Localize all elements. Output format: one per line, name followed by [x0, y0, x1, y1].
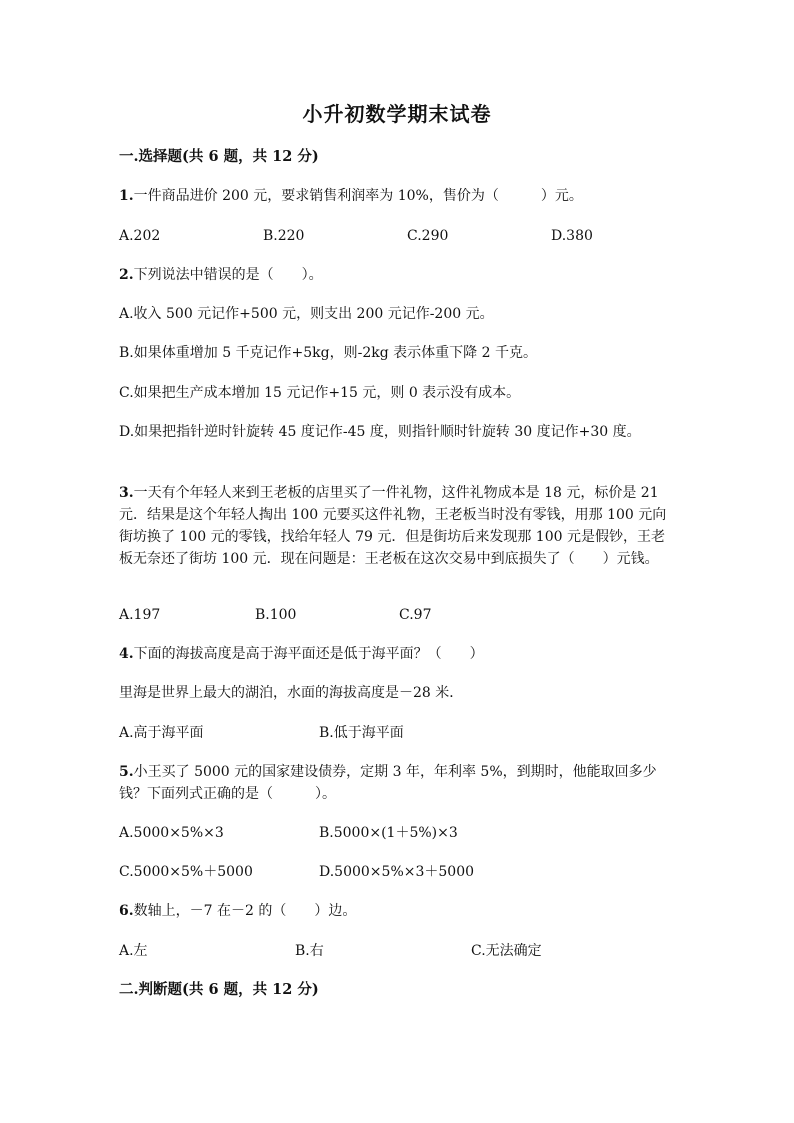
- option-b: B.右: [295, 943, 324, 959]
- question-4: [119, 643, 679, 665]
- option-b: B.100: [255, 607, 297, 623]
- question-number: 5.: [119, 764, 134, 780]
- question-text: 一件商品进价 200 元，要求销售利润率为 10%，售价为（ ）元。: [133, 188, 583, 204]
- section-heading-choice: 一.选择题(共 6 题，共 12 分): [119, 148, 319, 165]
- option-b: B.5000×(1＋5%)×3: [319, 825, 458, 841]
- option-d: D.380: [551, 228, 593, 244]
- question-4-context: 里海是世界上最大的湖泊，水面的海拔高度是－28 米．: [119, 685, 464, 701]
- option-a: A.左: [119, 943, 148, 959]
- option-a: A.197: [119, 607, 161, 623]
- option-d: D.如果把指针逆时针旋转 45 度记作-45 度，则指针顺时针旋转 30 度记作+30 度。: [119, 424, 641, 440]
- question-text: 小王买了 5000 元的国家建设债券，定期 3 年，年利率 5%，到期时，他能取回多少钱？下面列式正确的是（ ）。: [119, 764, 657, 802]
- question-6: [119, 900, 679, 922]
- question-3: [119, 482, 675, 570]
- question-1: [119, 185, 679, 207]
- option-b: B.220: [263, 228, 305, 244]
- question-text: 一天有个年轻人来到王老板的店里买了一件礼物，这件礼物成本是 18 元，标价是 21 元．结果是这个年轻人掏出 100 元要买这件礼物，王老板当时没有零钱，用那 100 元向街坊换了 100 元的零钱，找给年轻人 79 元．但是街坊后来发现那 100 元是假钞，王老板无奈还了街坊 100 元．现在问题是：王老板在这次交易中到底损失了（ ）元钱。: [119, 485, 667, 567]
- option-c: C.5000×5%＋5000: [119, 864, 253, 880]
- option-b: B.低于海平面: [319, 725, 404, 741]
- question-number: 4.: [119, 646, 134, 662]
- option-a: A.5000×5%×3: [119, 825, 224, 841]
- option-c: C.如果把生产成本增加 15 元记作+15 元，则 0 表示没有成本。: [119, 385, 521, 401]
- section-heading-judgement: 二.判断题(共 6 题，共 12 分): [119, 981, 319, 998]
- page-title: 小升初数学期末试卷: [302, 102, 492, 126]
- question-number: 3.: [119, 485, 134, 501]
- option-c: C.97: [399, 607, 432, 623]
- question-2: [119, 264, 679, 286]
- option-a: A.202: [119, 228, 161, 244]
- option-d: D.5000×5%×3＋5000: [319, 864, 475, 880]
- option-c: C.290: [407, 228, 449, 244]
- question-text: 下列说法中错误的是（ ）。: [133, 267, 323, 283]
- option-a: A.收入 500 元记作+500 元，则支出 200 元记作-200 元。: [119, 306, 494, 322]
- question-number: 1.: [119, 188, 134, 204]
- question-text: 下面的海拔高度是高于海平面还是低于海平面？（ ）: [133, 646, 484, 662]
- option-c: C.无法确定: [471, 943, 542, 959]
- option-a: A.高于海平面: [119, 725, 204, 741]
- question-5: [119, 761, 667, 805]
- option-b: B.如果体重增加 5 千克记作+5kg，则-2kg 表示体重下降 2 千克。: [119, 345, 537, 361]
- question-number: 2.: [119, 267, 134, 283]
- question-number: 6.: [119, 903, 134, 919]
- question-text: 数轴上，－7 在－2 的（ ）边。: [133, 903, 357, 919]
